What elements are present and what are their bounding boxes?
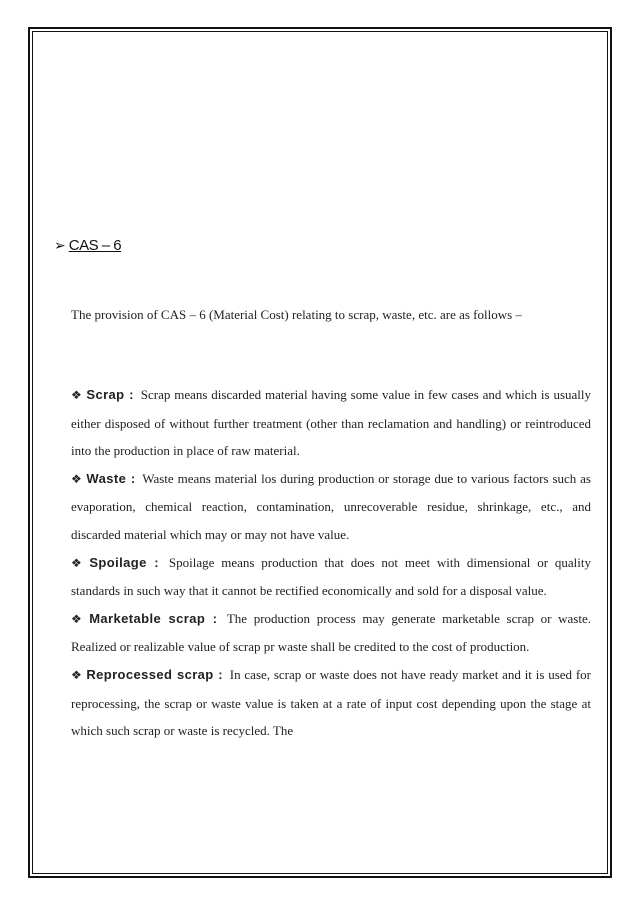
diamond-bullet-icon: ❖	[71, 471, 83, 486]
section-heading-text: CAS – 6	[68, 237, 122, 254]
term-label: Marketable scrap :	[89, 610, 218, 626]
term-definition: In case, scrap or waste does not have ready market and it is used for reprocessing, the scrap or waste value is taken at a rate of input cost depending upon the stage at which such scrap or waste is recycled. The	[71, 666, 592, 739]
list-item	[71, 465, 591, 549]
arrow-bullet-icon: ➢	[54, 237, 66, 253]
intro-paragraph: The provision of CAS – 6 (Material Cost) relating to scrap, waste, etc. are as follows –	[71, 307, 522, 322]
term-label: Waste :	[86, 470, 136, 486]
list-item	[71, 381, 591, 465]
term-definition: Scrap means discarded material having some value in few cases and which is usually either disposed of without further treatment (other than reclamation and handling) or reintroduced into the production in place of raw material.	[71, 387, 591, 459]
term-label: Scrap :	[86, 387, 134, 402]
section-heading	[54, 237, 121, 254]
diamond-bullet-icon: ❖	[71, 388, 83, 402]
list-item	[71, 661, 591, 745]
term-definition: The production process may generate marketable scrap or waste. Realized or realizable value of scrap pr waste shall be credited to the cost of production.	[71, 610, 591, 655]
diamond-bullet-icon: ❖	[71, 555, 86, 570]
list-item	[71, 605, 591, 661]
list-item	[71, 549, 591, 605]
term-definition: Spoilage means production that does not meet with dimensional or quality standards in such way that it cannot be rectified economically and sold for a disposal value.	[71, 554, 592, 599]
diamond-bullet-icon: ❖	[71, 667, 83, 682]
term-label: Reprocessed scrap :	[86, 666, 223, 682]
term-label: Spoilage :	[89, 554, 160, 570]
definition-list	[71, 381, 591, 745]
term-definition: Waste means material los during production or storage due to various factors such as evaporation, chemical reaction, contamination, unrecoverable residue, shrinkage, etc., and discarded material which may or may not have value.	[71, 470, 591, 542]
diamond-bullet-icon: ❖	[71, 611, 86, 626]
